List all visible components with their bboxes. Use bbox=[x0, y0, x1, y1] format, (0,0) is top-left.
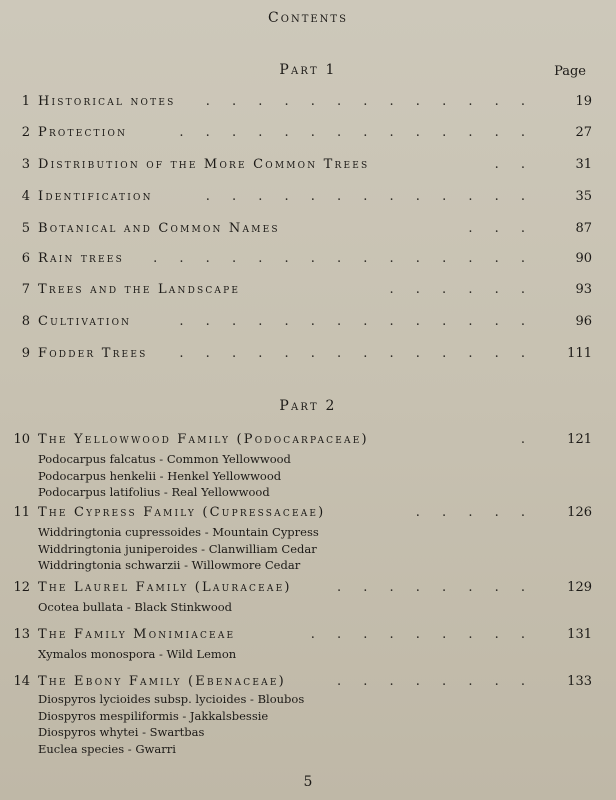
entry-number: 1 bbox=[21, 94, 30, 109]
species-item: Widdringtonia juniperoides - Clanwilliam Cedar bbox=[38, 541, 317, 556]
toc-entry[interactable] bbox=[8, 627, 592, 647]
species-item: Xymalos monospora - Wild Lemon bbox=[38, 647, 237, 661]
entry-title: The Ebony Family (Ebenaceae) bbox=[38, 674, 286, 689]
species-item: Euclea species - Gwarri bbox=[38, 741, 176, 756]
species-item: Widdringtonia schwarzii - Willowmore Cedar bbox=[38, 558, 301, 572]
entry-number: 3 bbox=[21, 157, 30, 172]
entry-title: Fodder Trees bbox=[38, 346, 148, 361]
entry-number: 13 bbox=[13, 627, 30, 642]
entry-title: The Cypress Family (Cupressaceae) bbox=[38, 505, 326, 520]
entry-page: 93 bbox=[575, 282, 592, 297]
toc-entry[interactable] bbox=[8, 432, 592, 452]
entry-page: 133 bbox=[567, 674, 592, 689]
entry-number: 9 bbox=[21, 346, 30, 361]
leader-dots: . . . . . . bbox=[389, 282, 534, 297]
toc-entry[interactable] bbox=[8, 157, 592, 177]
entry-title: Distribution of the More Common Trees bbox=[38, 157, 370, 172]
leader-dots: . . . . . bbox=[415, 505, 534, 520]
leader-dots: . . . . . . . . . . . . . . bbox=[179, 314, 534, 329]
part-1-heading: Part 1 bbox=[279, 62, 337, 78]
species-list bbox=[38, 524, 319, 574]
toc-entry[interactable] bbox=[8, 251, 592, 271]
species-item: Podocarpus latifolius - Real Yellowwood bbox=[38, 485, 270, 499]
entry-number: 10 bbox=[13, 432, 30, 447]
leader-dots: . bbox=[520, 432, 534, 447]
entry-number: 4 bbox=[21, 189, 30, 204]
species-item: Ocotea bullata - Black Stinkwood bbox=[38, 600, 233, 614]
leader-dots: . . . . . . . . . . . . . . bbox=[179, 125, 534, 140]
entry-number: 5 bbox=[21, 221, 30, 236]
entry-number: 7 bbox=[21, 282, 30, 297]
entry-title: Rain trees bbox=[38, 251, 124, 266]
toc-entry[interactable] bbox=[8, 505, 592, 525]
entry-title: Historical notes bbox=[38, 94, 176, 109]
leader-dots: . . . bbox=[468, 221, 534, 236]
species-list bbox=[38, 451, 291, 501]
leader-dots: . . . . . . . . . . . . . bbox=[205, 94, 534, 109]
toc-entry[interactable] bbox=[8, 282, 592, 302]
species-item: Podocarpus henkelii - Henkel Yellowwood bbox=[38, 468, 282, 483]
entry-title: The Laurel Family (Lauraceae) bbox=[38, 580, 292, 595]
leader-dots: . . . . . . . . bbox=[337, 580, 534, 595]
leader-dots: . . . . . . . . . . . . . . bbox=[179, 346, 534, 361]
species-item: Diospyros lycioides subsp. lycioides - Bloubos bbox=[38, 692, 305, 706]
species-list bbox=[38, 599, 232, 616]
toc-entry[interactable] bbox=[8, 580, 592, 600]
entry-page: 121 bbox=[567, 432, 592, 447]
entry-page: 87 bbox=[575, 221, 592, 236]
toc-entry[interactable] bbox=[8, 221, 592, 241]
leader-dots: . . . . . . . . . . . . . . . bbox=[153, 251, 534, 266]
page-column-label: Page bbox=[554, 64, 586, 79]
entry-title: Botanical and Common Names bbox=[38, 221, 280, 236]
species-item: Diospyros mespiliformis - Jakkalsbessie bbox=[38, 708, 269, 723]
page-title: Contents bbox=[268, 10, 348, 26]
entry-number: 11 bbox=[13, 505, 30, 520]
entry-page: 126 bbox=[567, 505, 592, 520]
entry-number: 8 bbox=[21, 314, 30, 329]
species-item: Widdringtonia cupressoides - Mountain Cypress bbox=[38, 525, 319, 539]
entry-page: 35 bbox=[575, 189, 592, 204]
entry-page: 111 bbox=[567, 346, 592, 361]
toc-entry[interactable] bbox=[8, 346, 592, 366]
entry-number: 2 bbox=[21, 125, 30, 140]
species-item: Diospyros whytei - Swartbas bbox=[38, 725, 205, 739]
toc-entry[interactable] bbox=[8, 189, 592, 209]
entry-title: Identification bbox=[38, 189, 153, 204]
entry-page: 131 bbox=[567, 627, 592, 642]
entry-title: Trees and the Landscape bbox=[38, 282, 241, 297]
leader-dots: . . . . . . . . . . . . . bbox=[205, 189, 534, 204]
entry-page: 27 bbox=[575, 125, 592, 140]
leader-dots: . . . . . . . . bbox=[337, 674, 534, 689]
species-list bbox=[38, 691, 304, 757]
toc-entry[interactable] bbox=[8, 125, 592, 145]
entry-title: The Family Monimiaceae bbox=[38, 627, 236, 642]
entry-title: The Yellowwood Family (Podocarpaceae) bbox=[38, 432, 369, 447]
part-2-heading: Part 2 bbox=[279, 398, 337, 414]
species-list bbox=[38, 646, 236, 663]
species-item: Podocarpus falcatus - Common Yellowwood bbox=[38, 452, 291, 466]
entry-number: 6 bbox=[21, 251, 30, 266]
toc-entry[interactable] bbox=[8, 94, 592, 114]
page-number: 5 bbox=[303, 774, 313, 790]
entry-page: 96 bbox=[575, 314, 592, 329]
entry-title: Cultivation bbox=[38, 314, 132, 329]
entry-page: 129 bbox=[567, 580, 592, 595]
entry-page: 19 bbox=[575, 94, 592, 109]
entry-number: 12 bbox=[13, 580, 30, 595]
entry-title: Protection bbox=[38, 125, 128, 140]
entry-page: 90 bbox=[575, 251, 592, 266]
leader-dots: . . bbox=[494, 157, 534, 172]
entry-number: 14 bbox=[13, 674, 30, 689]
toc-entry[interactable] bbox=[8, 314, 592, 334]
entry-page: 31 bbox=[575, 157, 592, 172]
leader-dots: . . . . . . . . . bbox=[310, 627, 534, 642]
